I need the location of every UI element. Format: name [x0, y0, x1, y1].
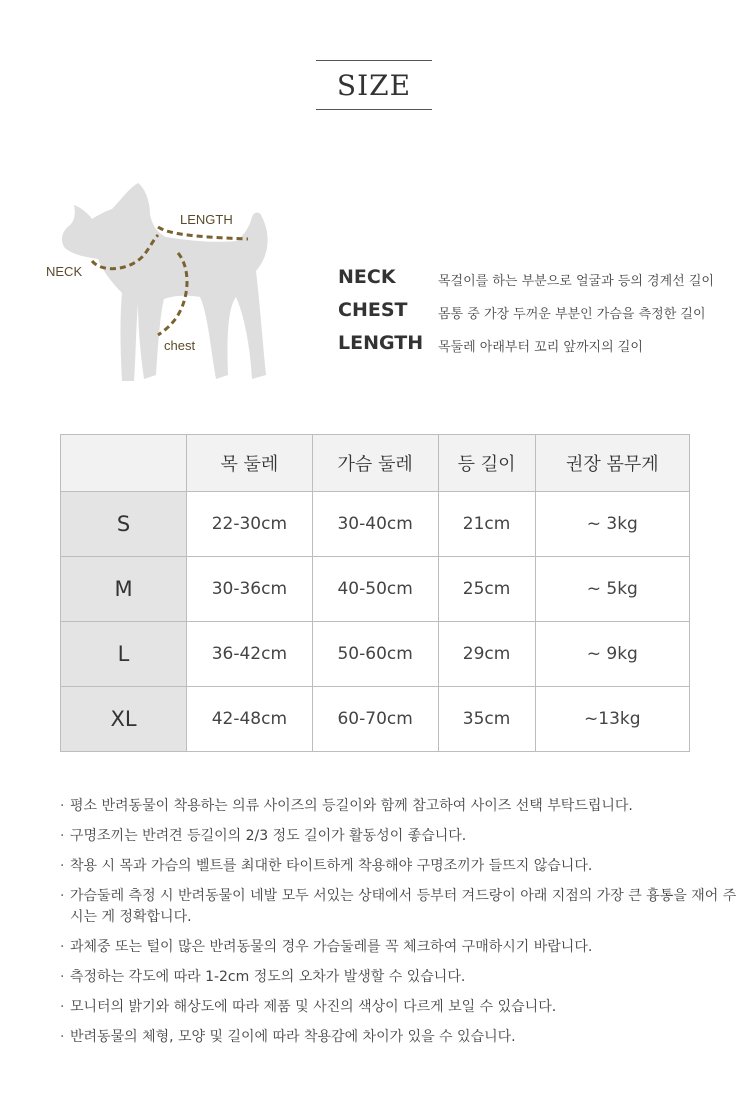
size-cell: S — [61, 492, 187, 557]
chest-cell: 60-70cm — [312, 687, 438, 752]
table-row — [61, 492, 690, 557]
legend-key: LENGTH — [338, 332, 424, 354]
legend-row-chest — [338, 299, 738, 329]
chest-cell: 30-40cm — [312, 492, 438, 557]
weight-cell: ~ 3kg — [535, 492, 689, 557]
legend-desc: 목둘레 아래부터 꼬리 앞까지의 길이 — [438, 340, 643, 355]
list-item: · 반려동물의 체형, 모양 및 길이에 따라 착용감에 차이가 있을 수 있습니다. — [60, 1027, 740, 1048]
weight-cell: ~ 5kg — [535, 557, 689, 622]
list-item: · 착용 시 목과 가슴의 벨트를 최대한 타이트하게 착용해야 구명조끼가 들뜨지 않습니다. — [60, 856, 740, 877]
legend-row-length — [338, 332, 738, 362]
table-header-corner — [61, 435, 187, 492]
weight-cell: ~ 9kg — [535, 622, 689, 687]
legend-row-neck — [338, 266, 738, 296]
table-header-neck: 목 둘레 — [187, 435, 313, 492]
table-header-chest: 가슴 둘레 — [312, 435, 438, 492]
chest-cell: 50-60cm — [312, 622, 438, 687]
legend-desc: 몸통 중 가장 두꺼운 부분인 가슴을 측정한 길이 — [438, 307, 706, 322]
table-row — [61, 622, 690, 687]
list-item: · 구명조끼는 반려견 등길이의 2/3 정도 길이가 활동성이 좋습니다. — [60, 826, 740, 847]
chest-label: chest — [164, 338, 196, 353]
table-header-weight: 권장 몸무게 — [535, 435, 689, 492]
page-title: SIZE — [336, 69, 412, 102]
title-bottom-divider — [316, 109, 432, 110]
list-item: · 평소 반려동물이 착용하는 의류 사이즈의 등길이와 함께 참고하여 사이즈 선택 부탁드립니다. — [60, 796, 740, 817]
list-item: · 측정하는 각도에 따라 1-2cm 정도의 오차가 발생할 수 있습니다. — [60, 967, 740, 988]
table-row — [61, 687, 690, 752]
neck-cell: 42-48cm — [187, 687, 313, 752]
legend-key: CHEST — [338, 299, 408, 321]
back-cell: 21cm — [438, 492, 535, 557]
weight-cell: ~13kg — [535, 687, 689, 752]
back-cell: 25cm — [438, 557, 535, 622]
size-title-block — [316, 60, 432, 110]
table-header-row — [61, 435, 690, 492]
legend-key: NECK — [338, 266, 396, 288]
neck-cell: 30-36cm — [187, 557, 313, 622]
neck-label: NECK — [46, 264, 83, 279]
back-cell: 29cm — [438, 622, 535, 687]
table-header-back: 등 길이 — [438, 435, 535, 492]
dog-measurement-diagram — [40, 175, 300, 390]
legend-desc: 목걸이를 하는 부분으로 얼굴과 등의 경계선 길이 — [438, 274, 714, 289]
title-top-divider — [316, 60, 432, 61]
size-cell: L — [61, 622, 187, 687]
back-cell: 35cm — [438, 687, 535, 752]
neck-cell: 36-42cm — [187, 622, 313, 687]
length-label: LENGTH — [180, 212, 233, 227]
length-measure-line — [158, 227, 248, 239]
size-chart-table — [60, 434, 690, 752]
list-item: · 모니터의 밝기와 해상도에 따라 제품 및 사진의 색상이 다르게 보일 수 있습니다. — [60, 997, 740, 1018]
list-item: · 과체중 또는 털이 많은 반려동물의 경우 가슴둘레를 꼭 체크하여 구매하시기 바랍니다. — [60, 937, 740, 958]
table-row — [61, 557, 690, 622]
dog-silhouette-icon — [40, 175, 300, 390]
chest-cell: 40-50cm — [312, 557, 438, 622]
neck-cell: 22-30cm — [187, 492, 313, 557]
size-notes-list — [60, 796, 740, 1057]
size-cell: M — [61, 557, 187, 622]
list-item: · 가슴둘레 측정 시 반려동물이 네발 모두 서있는 상태에서 등부터 겨드랑이 아래 지점의 가장 큰 흉통을 재어 주시는 게 정확합니다. — [60, 886, 740, 928]
size-cell: XL — [61, 687, 187, 752]
